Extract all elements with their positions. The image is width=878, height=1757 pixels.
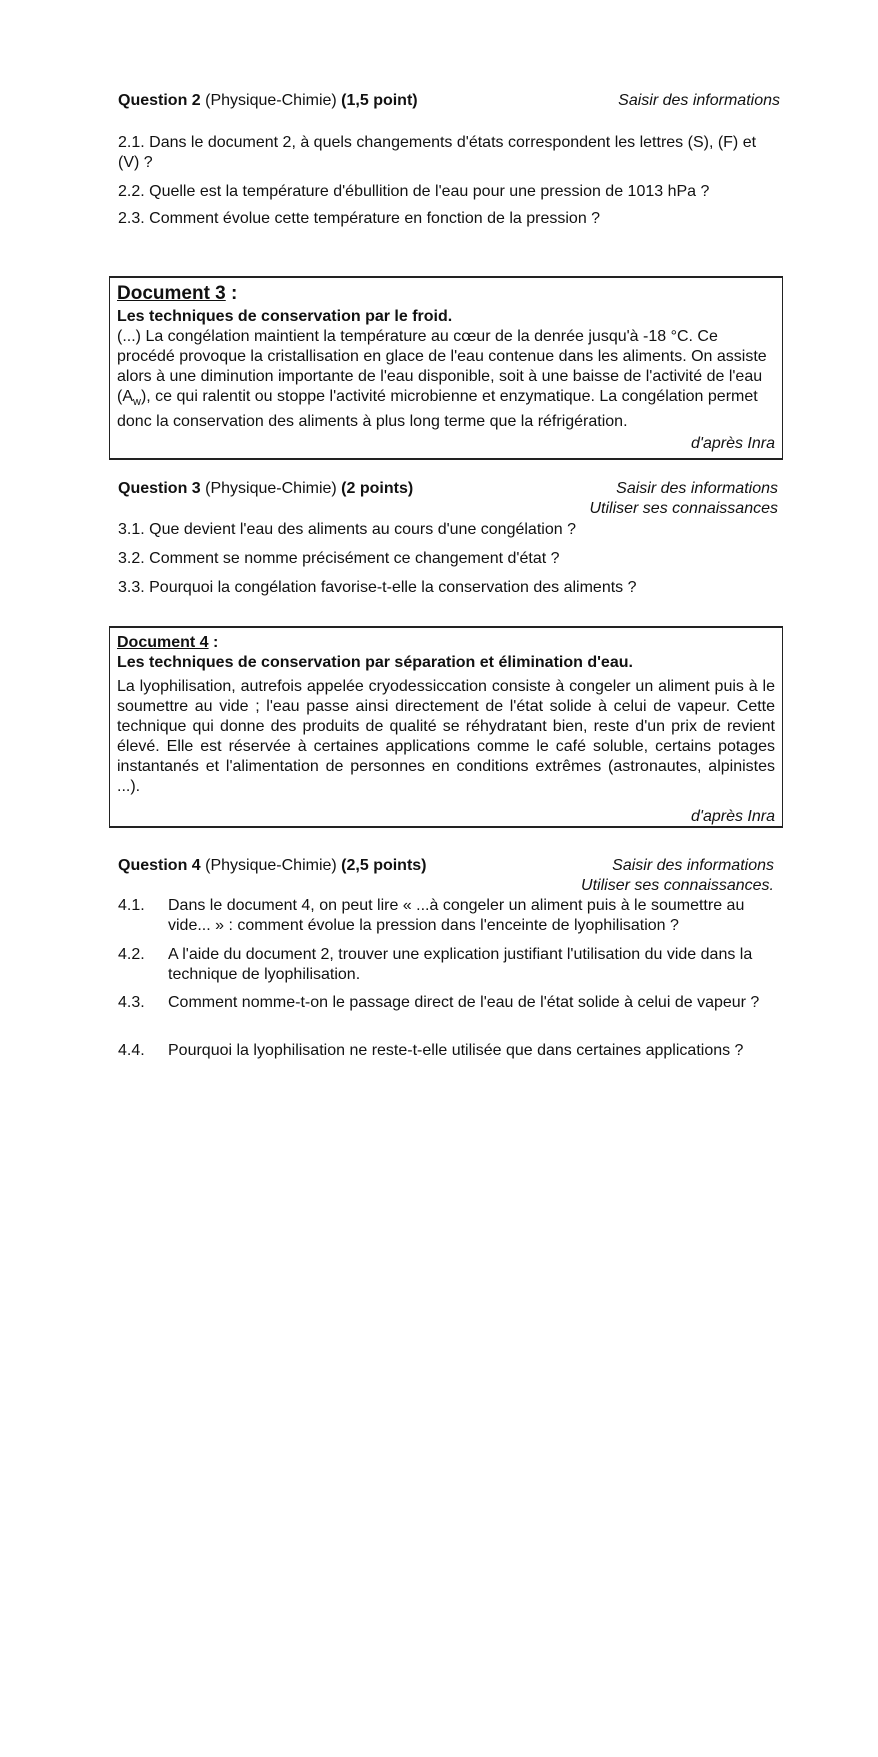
- question-3-item-2: 3.2. Comment se nomme précisément ce changement d'état ?: [118, 550, 560, 567]
- question-2-skill: Saisir des informations: [618, 92, 780, 109]
- question-2-heading: [118, 91, 780, 111]
- document-3-subtitle: Les techniques de conservation par le froid.: [117, 308, 453, 325]
- question-3-skill-1: Saisir des informations: [616, 480, 778, 497]
- document-4-box: [109, 626, 783, 828]
- document-3-body-part-1: (...) La congélation maintient la température au cœur de la denrée jusqu'à -18 °C. Ce procédé provoque la cristallisation en glace de l'eau contenue dans les aliments. On assiste alors à une diminution importante de l'eau disponible, soit à une baisse de l'activité de l'eau (A: [117, 328, 767, 405]
- question-2-item-1: 2.1. Dans le document 2, à quels changements d'états correspondent les lettres (S), (F) et (V) ?: [118, 134, 757, 171]
- document-4-title: Document 4: [117, 634, 209, 651]
- question-4-item-1-number: 4.1.: [118, 897, 145, 914]
- question-3-skill-2: Utiliser ses connaissances: [589, 500, 778, 517]
- question-3-subject: (Physique-Chimie): [200, 480, 342, 497]
- question-3-item-3: 3.3. Pourquoi la congélation favorise-t-elle la conservation des aliments ?: [118, 579, 637, 596]
- document-3-box: [109, 276, 783, 460]
- document-4-source: d'après Inra: [691, 808, 775, 825]
- question-4-item-4: [118, 1041, 778, 1061]
- question-2-subject: (Physique-Chimie): [200, 92, 342, 109]
- document-4-title-colon: :: [208, 634, 219, 651]
- document-4-subtitle: Les techniques de conservation par séparation et élimination d'eau.: [117, 654, 633, 671]
- question-3-item-1: 3.1. Que devient l'eau des aliments au cours d'une congélation ?: [118, 521, 576, 538]
- document-3-body-subscript: w: [133, 396, 141, 409]
- question-3-heading: [118, 479, 778, 499]
- question-4-item-4-text: Pourquoi la lyophilisation ne reste-t-elle utilisée que dans certaines applications ?: [168, 1042, 744, 1059]
- question-4-item-3-number: 4.3.: [118, 994, 145, 1011]
- document-3-body-part-2: ), ce qui ralentit ou stoppe l'activité microbienne et enzymatique. La congélation permet donc la conservation des aliments à plus long terme que la réfrigération.: [117, 388, 758, 431]
- question-2-item-3: 2.3. Comment évolue cette température en fonction de la pression ?: [118, 210, 601, 227]
- document-3-title-colon: :: [225, 283, 238, 304]
- question-4-item-3-text: Comment nomme-t-on le passage direct de l'eau de l'état solide à celui de vapeur ?: [168, 994, 760, 1011]
- question-2-points: (1,5 point): [341, 92, 418, 109]
- question-3-points: (2 points): [341, 480, 414, 497]
- question-2-item-2: 2.2. Quelle est la température d'ébullition de l'eau pour une pression de 1013 hPa ?: [118, 183, 710, 200]
- question-4-points: (2,5 points): [341, 857, 427, 874]
- question-4-item-4-number: 4.4.: [118, 1042, 145, 1059]
- document-3-source: d'après Inra: [691, 435, 775, 453]
- question-4-item-3: [118, 993, 778, 1013]
- question-4-label: Question 4: [118, 857, 201, 874]
- question-4-subject: (Physique-Chimie): [200, 857, 342, 874]
- document-3-title: Document 3: [117, 283, 226, 304]
- question-4-item-1-text: Dans le document 4, on peut lire « ...à congeler un aliment puis à le soumettre au vide... » : comment évolue la pression dans l'enceinte de lyophilisation ?: [168, 897, 745, 934]
- question-4-item-2-text: A l'aide du document 2, trouver une explication justifiant l'utilisation du vide dans la technique de lyophilisation.: [168, 946, 753, 983]
- question-4-skill-1: Saisir des informations: [612, 857, 774, 874]
- question-2-label: Question 2: [118, 92, 201, 109]
- document-3-body: [117, 327, 775, 432]
- question-4-skill-2: Utiliser ses connaissances.: [581, 877, 774, 894]
- document-4-body: La lyophilisation, autrefois appelée cryodessiccation consiste à congeler un aliment puis à le soumettre au vide ; l'eau passe ainsi directement de l'état solide à celui de vapeur. Cette technique qui donne des produits de qualité se réhydratant bien, reste d'un prix de revient élevé. Elle est réservée à certaines applications comme le café soluble, certains potages instantanés et l'alimentation de personnes en conditions extrêmes (astronautes, alpinistes ...).: [117, 678, 775, 795]
- question-4-item-2-number: 4.2.: [118, 946, 145, 963]
- question-3-label: Question 3: [118, 480, 201, 497]
- question-4-item-2: [118, 945, 778, 985]
- question-4-item-1: [118, 896, 778, 936]
- question-4-heading: [118, 856, 774, 876]
